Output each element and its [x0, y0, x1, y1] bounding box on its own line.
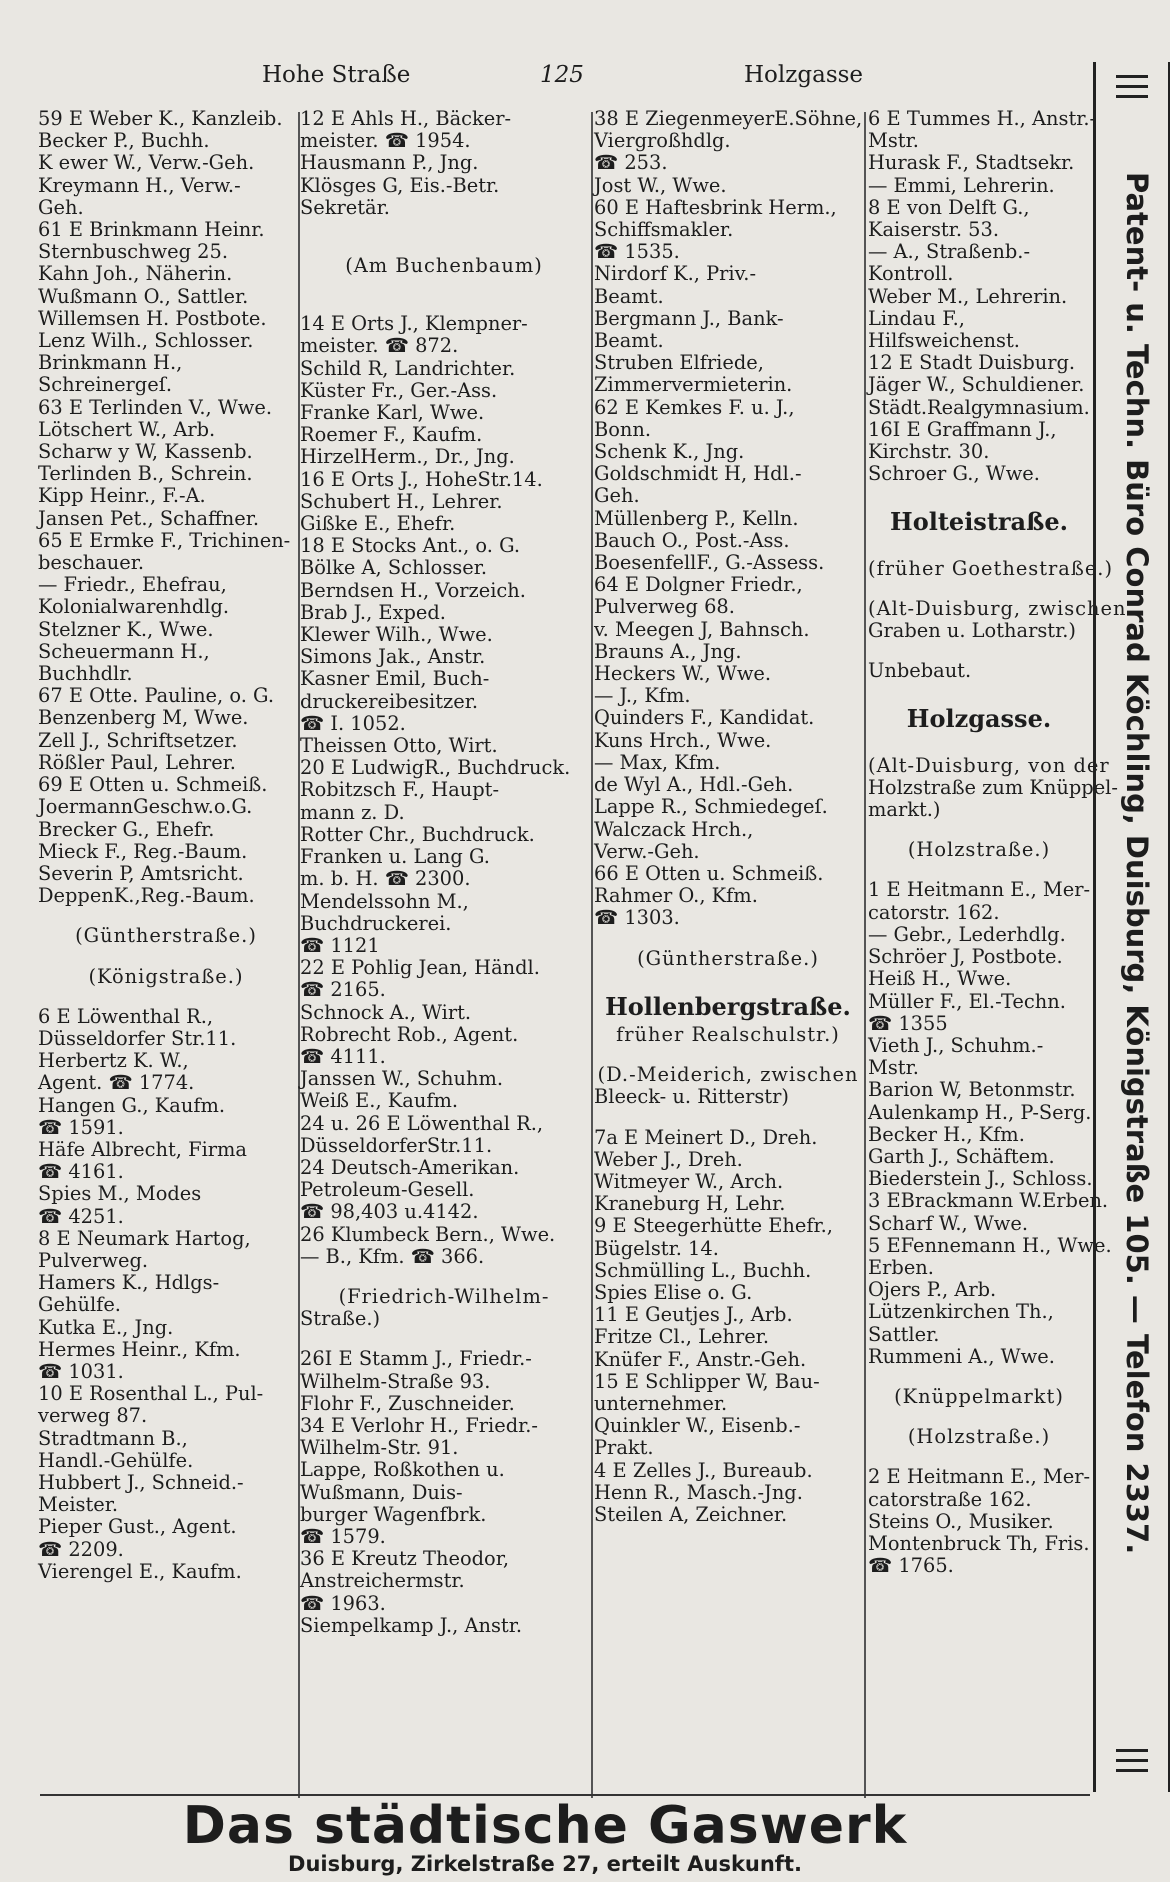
- directory-entry-line: Kuns Hrch., Wwe.: [594, 728, 772, 752]
- directory-entry-line: [868, 642, 1090, 660]
- directory-entry-line: Lützenkirchen Th.,: [868, 1300, 1054, 1324]
- directory-entry-line: Zell J., Schriftsetzer.: [38, 728, 238, 752]
- directory-entry-line: — Friedr., Ehefrau,: [38, 573, 227, 597]
- directory-entry-line: 22 E Pohlig Jean, Händl.: [300, 956, 540, 980]
- directory-entry-line: Graben u. Lotharstr.): [868, 619, 1076, 643]
- directory-entry-line: unternehmer.: [594, 1391, 728, 1415]
- street-section-heading: Holzgasse.: [906, 704, 1052, 734]
- directory-entry-line: Jäger W., Schuldiener.: [868, 373, 1085, 397]
- directory-entry-line: Kreymann H., Verw.-: [38, 173, 241, 197]
- directory-entry-line: [38, 907, 294, 925]
- directory-entry-line: Kolonialwarenhdlg.: [38, 595, 230, 619]
- directory-entry-line: Struben Elfriede,: [594, 351, 764, 375]
- directory-entry-line: Hermes Heinr., Kfm.: [38, 1337, 241, 1361]
- directory-entry-line: Kirchstr. 30.: [868, 440, 990, 464]
- directory-entry-line: Berndsen H., Vorzeich.: [300, 578, 526, 602]
- directory-entry-line: Beamt.: [594, 284, 664, 308]
- directory-entry-line: Agent. ☎ 1774.: [38, 1071, 195, 1095]
- side-rules-top: [1116, 68, 1148, 108]
- directory-columns: [38, 107, 1127, 1798]
- directory-entry-line: ☎ 253.: [594, 151, 668, 175]
- directory-entry-line: 63 E Terlinden V., Wwe.: [38, 395, 273, 419]
- directory-entry-line: Brab J., Exped.: [300, 600, 446, 624]
- column-1: [38, 108, 294, 1798]
- directory-entry-line: 3 EBrackmann W.Erben.: [868, 1189, 1109, 1213]
- directory-entry-line: burger Wagenfbrk.: [300, 1502, 487, 1526]
- directory-entry-line: [300, 1330, 588, 1348]
- directory-entry-line: Benzenberg M, Wwe.: [38, 706, 249, 730]
- directory-entry-line: 12 E Stadt Duisburg.: [868, 351, 1076, 375]
- directory-entry-line: v. Meegen J, Bahnsch.: [594, 617, 810, 641]
- directory-entry-line: HirzelHerm., Dr., Jng.: [300, 445, 515, 469]
- directory-entry-line: Walczack Hrch.,: [594, 817, 754, 841]
- directory-entry-line: Bölke A, Schlosser.: [300, 556, 488, 580]
- directory-entry-line: ☎ 1579.: [300, 1524, 386, 1548]
- directory-entry-line: K ewer W., Verw.-Geh.: [38, 151, 255, 175]
- directory-entry-line: 62 E Kemkes F. u. J.,: [594, 395, 795, 419]
- directory-entry-line: Bonn.: [594, 417, 652, 441]
- directory-entry-line: (Alt-Duisburg, zwischen: [868, 596, 1127, 620]
- directory-entry-line: Stradtmann B.,: [38, 1426, 188, 1450]
- directory-entry-line: Franken u. Lang G.: [300, 845, 490, 869]
- directory-entry-line: Petroleum-Gesell.: [300, 1178, 475, 1202]
- directory-entry-line: 5 EFennemann H., Wwe.: [868, 1233, 1112, 1257]
- directory-entry-line: 11 E Geutjes J., Arb.: [594, 1303, 793, 1327]
- directory-entry-line: ☎ 4251.: [38, 1204, 124, 1228]
- directory-entry-line: [300, 277, 588, 295]
- directory-entry-line: — Max, Kfm.: [594, 750, 721, 774]
- directory-entry-line: Unbebaut.: [868, 659, 972, 683]
- directory-entry-line: [868, 580, 1090, 598]
- directory-entry-line: [868, 485, 1090, 503]
- side-rules-bottom: [1116, 1742, 1148, 1782]
- directory-entry-line: Fritze Cl., Lehrer.: [594, 1325, 769, 1349]
- directory-entry-line: — Gebr., Lederhdlg.: [868, 922, 1066, 946]
- directory-entry-line: 10 E Rosenthal L., Pul-: [38, 1382, 264, 1406]
- directory-entry-line: [38, 988, 294, 1006]
- directory-entry-line: (D.-Meiderich, zwischen: [597, 1063, 859, 1087]
- directory-entry-line: Kaiserstr. 53.: [868, 218, 999, 242]
- directory-entry-line: Pulverweg.: [38, 1248, 149, 1272]
- page-header: [0, 62, 1090, 96]
- directory-entry-line: Stelzner K., Wwe.: [38, 617, 214, 641]
- directory-entry-line: Geh.: [594, 484, 640, 508]
- directory-entry-line: 15 E Schlipper W, Bau-: [594, 1369, 820, 1393]
- directory-entry-line: Heiß H., Wwe.: [868, 967, 1012, 991]
- directory-entry-line: 14 E Orts J., Klempner-: [300, 312, 528, 336]
- directory-entry-line: Kutka E., Jng.: [38, 1315, 174, 1339]
- directory-entry-line: 64 E Dolgner Friedr.,: [594, 573, 803, 597]
- column-3: [594, 108, 862, 1798]
- directory-entry-line: Hurask F., Stadtsekr.: [868, 151, 1075, 175]
- directory-entry-line: Wilhelm-Straße 93.: [300, 1369, 491, 1393]
- directory-entry-line: Gehülfe.: [38, 1293, 121, 1317]
- directory-entry-line: Quinders F., Kandidat.: [594, 706, 815, 730]
- directory-entry-line: 61 E Brinkmann Heinr.: [38, 218, 265, 242]
- directory-entry-line: Bleeck- u. Ritterstr): [594, 1085, 789, 1109]
- directory-entry-line: — B., Kfm. ☎ 366.: [300, 1244, 485, 1268]
- directory-entry-line: Flohr F., Zuschneider.: [300, 1391, 515, 1415]
- directory-entry-line: Kasner Emil, Buch-: [300, 667, 490, 691]
- directory-entry-line: 67 E Otte. Pauline, o. G.: [38, 684, 274, 708]
- directory-entry-line: 26I E Stamm J., Friedr.-: [300, 1347, 532, 1371]
- directory-entry-line: Rummeni A., Wwe.: [868, 1344, 1055, 1368]
- directory-entry-line: 34 E Verlohr H., Friedr.-: [300, 1413, 538, 1437]
- directory-entry-line: Knüfer F., Anstr.-Geh.: [594, 1347, 807, 1371]
- directory-entry-line: Brinkmann H.,: [38, 351, 183, 375]
- directory-entry-line: Beamt.: [594, 329, 664, 353]
- directory-entry-line: ☎ I. 1052.: [300, 711, 406, 735]
- directory-entry-line: Müllenberg P., Kelln.: [594, 506, 799, 530]
- street-section-heading: Hollenbergstraße.: [605, 991, 851, 1021]
- directory-entry-line: (Knüppelmarkt): [894, 1384, 1064, 1408]
- directory-entry-line: Vieth J., Schuhm.-: [868, 1033, 1044, 1057]
- street-section-heading: Holteistraße.: [890, 507, 1068, 537]
- directory-entry-line: Roemer F., Kaufm.: [300, 423, 483, 447]
- directory-entry-line: Verw.-Geh.: [594, 839, 700, 863]
- directory-entry-line: Wußmann, Duis-: [300, 1480, 463, 1504]
- directory-entry-line: ☎ 4161.: [38, 1160, 124, 1184]
- directory-entry-line: Jansen Pet., Schaffner.: [38, 506, 260, 530]
- directory-entry-line: Schnock A., Wirt.: [300, 1000, 472, 1024]
- directory-entry-line: Gißke E., Ehefr.: [300, 512, 456, 536]
- directory-entry-line: Kipp Heinr., F.-A.: [38, 484, 206, 508]
- directory-entry-line: Janssen W., Schuhm.: [300, 1067, 504, 1091]
- directory-entry-line: Henn R., Masch.-Jng.: [594, 1480, 803, 1504]
- directory-entry-line: 38 E ZiegenmeyerE.Söhne,: [594, 107, 863, 130]
- directory-entry-line: Geh.: [38, 195, 84, 219]
- directory-entry-line: — J., Kfm.: [594, 684, 691, 708]
- column-4: [868, 107, 1127, 1798]
- directory-entry-line: Kahn Joh., Näherin.: [38, 262, 233, 286]
- directory-entry-line: Wußmann O., Sattler.: [38, 284, 249, 308]
- directory-entry-line: Spies Elise o. G.: [594, 1280, 753, 1304]
- directory-entry-line: (früher Goethestraße.): [868, 556, 1114, 580]
- directory-entry-line: Herbertz K. W.,: [38, 1049, 189, 1073]
- directory-entry-line: Handl.-Gehülfe.: [38, 1448, 194, 1472]
- directory-entry-line: Meister.: [38, 1493, 119, 1517]
- directory-entry-line: 60 E Haftesbrink Herm.,: [594, 195, 837, 219]
- directory-entry-line: Schreinergeſ.: [38, 373, 173, 397]
- directory-entry-line: DeppenK.,Reg.-Baum.: [38, 884, 255, 908]
- directory-entry-line: 66 E Otten u. Schmeiß.: [594, 861, 824, 885]
- directory-entry-line: Buchdruckerei.: [300, 911, 452, 935]
- directory-entry-line: Klösges G, Eis.-Betr.: [300, 173, 500, 197]
- directory-entry-line: [594, 1046, 862, 1064]
- directory-entry-line: Schubert H., Lehrer.: [300, 489, 503, 513]
- directory-entry-line: m. b. H. ☎ 2300.: [300, 867, 471, 891]
- directory-entry-line: Weber M., Lehrerin.: [868, 284, 1068, 308]
- directory-entry-line: de Wyl A., Hdl.-Geh.: [594, 773, 794, 797]
- directory-entry-line: Robitzsch F., Haupt-: [300, 778, 499, 802]
- directory-entry-line: Hangen G., Kaufm.: [38, 1093, 226, 1117]
- directory-entry-line: Holzstraße zum Knüppel-: [868, 775, 1118, 799]
- directory-entry-line: Zimmervermieterin.: [594, 373, 793, 397]
- directory-entry-line: Pieper Gust., Agent.: [38, 1515, 237, 1539]
- directory-entry-line: Mendelssohn M.,: [300, 889, 469, 913]
- directory-entry-line: (Güntherstraße.): [75, 924, 257, 948]
- directory-entry-line: Schild R, Landrichter.: [300, 356, 516, 380]
- directory-entry-line: 16 E Orts J., HoheStr.14.: [300, 467, 543, 491]
- advertisement-title: Das städtische Gaswerk: [182, 1796, 908, 1856]
- directory-entry-line: Lindau F.,: [868, 306, 965, 330]
- directory-entry-line: Ojers P., Arb.: [868, 1278, 997, 1302]
- directory-entry-line: Quinkler W., Eisenb.-: [594, 1414, 801, 1438]
- directory-entry-line: verweg 87.: [38, 1404, 148, 1428]
- directory-entry-line: Biederstein J., Schloss.: [868, 1167, 1093, 1191]
- directory-entry-line: 59 E Weber K., Kanzleib.: [38, 107, 283, 130]
- directory-entry-line: 6 E Löwenthal R.,: [38, 1004, 214, 1028]
- directory-entry-line: Sternbuschweg 25.: [38, 240, 228, 264]
- directory-entry-line: ☎ 1031.: [38, 1359, 124, 1383]
- directory-entry-line: meister. ☎ 1954.: [300, 129, 471, 153]
- directory-entry-line: [868, 821, 1090, 839]
- column-2: [300, 108, 588, 1798]
- directory-entry-line: ☎ 1535.: [594, 240, 680, 264]
- directory-entry-line: (Am Buchenbaum): [345, 254, 543, 278]
- directory-entry-line: Mstr.: [868, 1056, 919, 1080]
- directory-entry-line: Witmeyer W., Arch.: [594, 1169, 784, 1193]
- directory-entry-line: Hilfsweichenst.: [868, 329, 1020, 353]
- directory-entry-line: [868, 737, 1090, 755]
- directory-entry-line: Schiffsmakler.: [594, 218, 734, 242]
- directory-entry-line: 20 E LudwigR., Buchdruck.: [300, 756, 571, 780]
- directory-entry-line: DüsseldorferStr.11.: [300, 1133, 493, 1157]
- directory-entry-line: ☎ 2209.: [38, 1537, 124, 1561]
- directory-entry-line: catorstr. 162.: [868, 900, 1000, 924]
- page-number: 125: [540, 62, 584, 88]
- directory-entry-line: Rotter Chr., Buchdruck.: [300, 822, 535, 846]
- directory-entry-line: 16I E Graffmann J.,: [868, 417, 1057, 441]
- side-advertisement: [1093, 62, 1170, 1792]
- directory-entry-line: 6 E Tummes H., Anstr.-: [868, 107, 1097, 130]
- directory-entry-line: Lappe, Roßkothen u.: [300, 1458, 505, 1482]
- directory-entry-line: Steins O., Musiker.: [868, 1509, 1054, 1533]
- directory-entry-line: Scheuermann H.,: [38, 639, 210, 663]
- directory-entry-line: Willemsen H. Postbote.: [38, 306, 267, 330]
- directory-entry-line: Klewer Wilh., Wwe.: [300, 623, 493, 647]
- directory-entry-line: Siempelkamp J., Anstr.: [300, 1613, 523, 1637]
- directory-entry-line: [594, 930, 862, 948]
- directory-entry-line: Erben.: [868, 1255, 934, 1279]
- directory-entry-line: ☎ 1963.: [300, 1591, 386, 1615]
- directory-entry-line: Barion W, Betonmstr.: [868, 1078, 1076, 1102]
- directory-entry-line: Küster Fr., Ger.-Ass.: [300, 378, 498, 402]
- directory-entry-line: beschauer.: [38, 551, 145, 575]
- directory-entry-line: Lötschert W., Arb.: [38, 417, 216, 441]
- directory-entry-line: Viergroßhdlg.: [594, 129, 731, 153]
- directory-entry-line: Prakt.: [594, 1436, 654, 1460]
- directory-entry-line: BoesenfellF., G.-Assess.: [594, 551, 825, 575]
- directory-entry-line: 9 E Steegerhütte Ehefr.,: [594, 1214, 833, 1238]
- directory-entry-line: [868, 861, 1090, 879]
- directory-entry-line: (Königstraße.): [88, 964, 244, 988]
- directory-entry-line: Kontroll.: [868, 262, 954, 286]
- directory-entry-line: Heckers W., Wwe.: [594, 662, 772, 686]
- directory-entry-line: [868, 1368, 1090, 1386]
- directory-entry-line: mann z. D.: [300, 800, 405, 824]
- directory-entry-line: Mstr.: [868, 129, 919, 153]
- directory-entry-line: (Alt-Duisburg, von der: [868, 753, 1110, 777]
- directory-entry-line: Terlinden B., Schrein.: [38, 462, 253, 486]
- directory-entry-line: Rößler Paul, Lehrer.: [38, 750, 236, 774]
- directory-entry-line: (Holzstraße.): [907, 1425, 1051, 1449]
- directory-entry-line: Becker H., Kfm.: [868, 1122, 1025, 1146]
- directory-entry-line: 8 E von Delft G.,: [868, 195, 1030, 219]
- directory-entry-line: Jost W., Wwe.: [594, 173, 727, 197]
- directory-entry-line: [300, 1268, 588, 1286]
- directory-entry-line: [868, 682, 1090, 700]
- directory-entry-line: Sekretär.: [300, 195, 390, 219]
- directory-entry-line: Häfe Albrecht, Firma: [38, 1137, 247, 1161]
- directory-entry-line: markt.): [868, 798, 941, 822]
- directory-entry-line: früher Realschulstr.): [616, 1022, 840, 1046]
- directory-entry-line: Lenz Wilh., Schlosser.: [38, 329, 254, 353]
- directory-entry-line: 2 E Heitmann E., Mer-: [868, 1465, 1091, 1489]
- directory-entry-line: — Emmi, Lehrerin.: [868, 173, 1055, 197]
- directory-entry-line: ☎ 1121: [300, 933, 380, 957]
- directory-entry-line: 1 E Heitmann E., Mer-: [868, 878, 1091, 902]
- directory-entry-line: ☎ 1303.: [594, 906, 680, 930]
- side-advertisement-text: Patent- u. Techn. Büro Conrad Köchling, Duisburg, Königstraße 105. — Telefon 2337.: [1120, 172, 1154, 1555]
- directory-entry-line: Lappe R., Schmiedegeſ.: [594, 795, 828, 819]
- directory-entry-line: ☎ 2165.: [300, 978, 386, 1002]
- directory-entry-line: catorstraße 162.: [868, 1487, 1032, 1511]
- directory-entry-line: Theissen Otto, Wirt.: [300, 734, 498, 758]
- directory-entry-line: 8 E Neumark Hartog,: [38, 1226, 251, 1250]
- directory-entry-line: 7a E Meinert D., Dreh.: [594, 1125, 818, 1149]
- header-street-left: Hohe Straße: [262, 62, 411, 88]
- directory-entry-line: 24 u. 26 E Löwenthal R.,: [300, 1111, 544, 1135]
- directory-entry-line: (Holzstraße.): [907, 838, 1051, 862]
- directory-entry-line: Bergmann J., Bank-: [594, 306, 784, 330]
- directory-entry-line: JoermannGeschw.o.G.: [38, 795, 253, 819]
- directory-entry-line: Brauns A., Jng.: [594, 639, 742, 663]
- directory-entry-line: Scharf W., Wwe.: [868, 1211, 1028, 1235]
- directory-entry-line: Anstreichermstr.: [300, 1569, 465, 1593]
- directory-entry-line: — A., Straßenb.-: [868, 240, 1030, 264]
- header-street-right: Holzgasse: [744, 62, 864, 88]
- advertisement-subtitle: Duisburg, Zirkelstraße 27, erteilt Auskunft.: [288, 1852, 802, 1876]
- directory-entry-line: [868, 1408, 1090, 1426]
- directory-entry-line: [300, 295, 588, 313]
- directory-entry-line: 26 Klumbeck Bern., Wwe.: [300, 1222, 556, 1246]
- directory-entry-line: [300, 237, 588, 255]
- directory-entry-line: Montenbruck Th, Fris.: [868, 1531, 1090, 1555]
- directory-entry-line: ☎ 4111.: [300, 1044, 386, 1068]
- directory-entry-line: Bauch O., Post.-Ass.: [594, 528, 790, 552]
- directory-entry-line: Brecker G., Ehefr.: [38, 817, 215, 841]
- directory-entry-line: ☎ 1355: [868, 1011, 948, 1035]
- directory-entry-line: [594, 970, 862, 988]
- directory-entry-line: (Friedrich-Wilhelm-: [338, 1284, 550, 1308]
- directory-entry-line: Sattler.: [868, 1322, 940, 1346]
- directory-entry-line: Spies M., Modes: [38, 1182, 202, 1206]
- directory-entry-line: Franke Karl, Wwe.: [300, 401, 485, 425]
- directory-entry-line: Städt.Realgymnasium.: [868, 395, 1090, 419]
- directory-entry-line: [300, 219, 588, 237]
- directory-entry-line: Nirdorf K., Priv.-: [594, 262, 756, 286]
- directory-entry-line: Simons Jak., Anstr.: [300, 645, 486, 669]
- directory-entry-line: Schröer J, Postbote.: [868, 945, 1063, 969]
- directory-entry-line: 18 E Stocks Ant., o. G.: [300, 534, 521, 558]
- directory-entry-line: Becker P., Buchh.: [38, 129, 210, 153]
- directory-entry-line: Düsseldorfer Str.11.: [38, 1026, 237, 1050]
- directory-entry-line: Wilhelm-Str. 91.: [300, 1436, 459, 1460]
- directory-entry-line: [868, 1448, 1090, 1466]
- directory-entry-line: 4 E Zelles J., Bureaub.: [594, 1458, 813, 1482]
- directory-entry-line: ☎ 1591.: [38, 1115, 124, 1139]
- directory-entry-line: Bügelstr. 14.: [594, 1236, 719, 1260]
- directory-entry-line: ☎ 98,403 u.4142.: [300, 1200, 479, 1224]
- directory-entry-line: Schenk K., Jng.: [594, 440, 745, 464]
- directory-entry-line: ☎ 1765.: [868, 1554, 954, 1578]
- directory-entry-line: Goldschmidt H, Hdl.-: [594, 462, 802, 486]
- directory-entry-line: Rahmer O., Kfm.: [594, 884, 758, 908]
- directory-entry-line: 65 E Ermke F., Trichinen-: [38, 528, 291, 552]
- directory-entry-line: Severin P, Amtsricht.: [38, 861, 244, 885]
- directory-entry-line: Steilen A, Zeichner.: [594, 1502, 788, 1526]
- directory-entry-line: Hamers K., Hdlgs-: [38, 1271, 220, 1295]
- directory-entry-line: 36 E Kreutz Theodor,: [300, 1547, 510, 1571]
- directory-entry-line: Garth J., Schäftem.: [868, 1144, 1055, 1168]
- directory-entry-line: Pulverweg 68.: [594, 595, 735, 619]
- directory-entry-line: Robrecht Rob., Agent.: [300, 1022, 519, 1046]
- directory-entry-line: [594, 1109, 862, 1127]
- directory-entry-line: [38, 948, 294, 966]
- directory-entry-line: meister. ☎ 872.: [300, 334, 459, 358]
- directory-entry-line: 69 E Otten u. Schmeiß.: [38, 773, 268, 797]
- directory-entry-line: Aulenkamp H., P-Serg.: [868, 1100, 1092, 1124]
- directory-entry-line: 24 Deutsch-Amerikan.: [300, 1155, 520, 1179]
- directory-entry-line: Schroer G., Wwe.: [868, 462, 1040, 486]
- directory-entry-line: Mieck F., Reg.-Baum.: [38, 839, 248, 863]
- directory-entry-line: Vierengel E., Kaufm.: [38, 1559, 242, 1583]
- directory-entry-line: Kraneburg H, Lehr.: [594, 1192, 786, 1216]
- directory-entry-line: 12 E Ahls H., Bäcker-: [300, 107, 512, 130]
- directory-entry-line: Buchhdlr.: [38, 662, 133, 686]
- directory-entry-line: Hausmann P., Jng.: [300, 151, 479, 175]
- directory-entry-line: Schmülling L., Buchh.: [594, 1258, 812, 1282]
- directory-entry-line: Weiß E., Kaufm.: [300, 1089, 459, 1113]
- directory-entry-line: Müller F., El.-Techn.: [868, 989, 1066, 1013]
- directory-entry-line: Weber J., Dreh.: [594, 1147, 743, 1171]
- directory-entry-line: Hubbert J., Schneid.-: [38, 1470, 244, 1494]
- directory-entry-line: druckereibesitzer.: [300, 689, 479, 713]
- directory-entry-line: Straße.): [300, 1307, 381, 1331]
- directory-entry-line: [868, 540, 1090, 558]
- directory-entry-line: (Güntherstraße.): [637, 946, 819, 970]
- directory-entry-line: Scharw y W, Kassenb.: [38, 440, 253, 464]
